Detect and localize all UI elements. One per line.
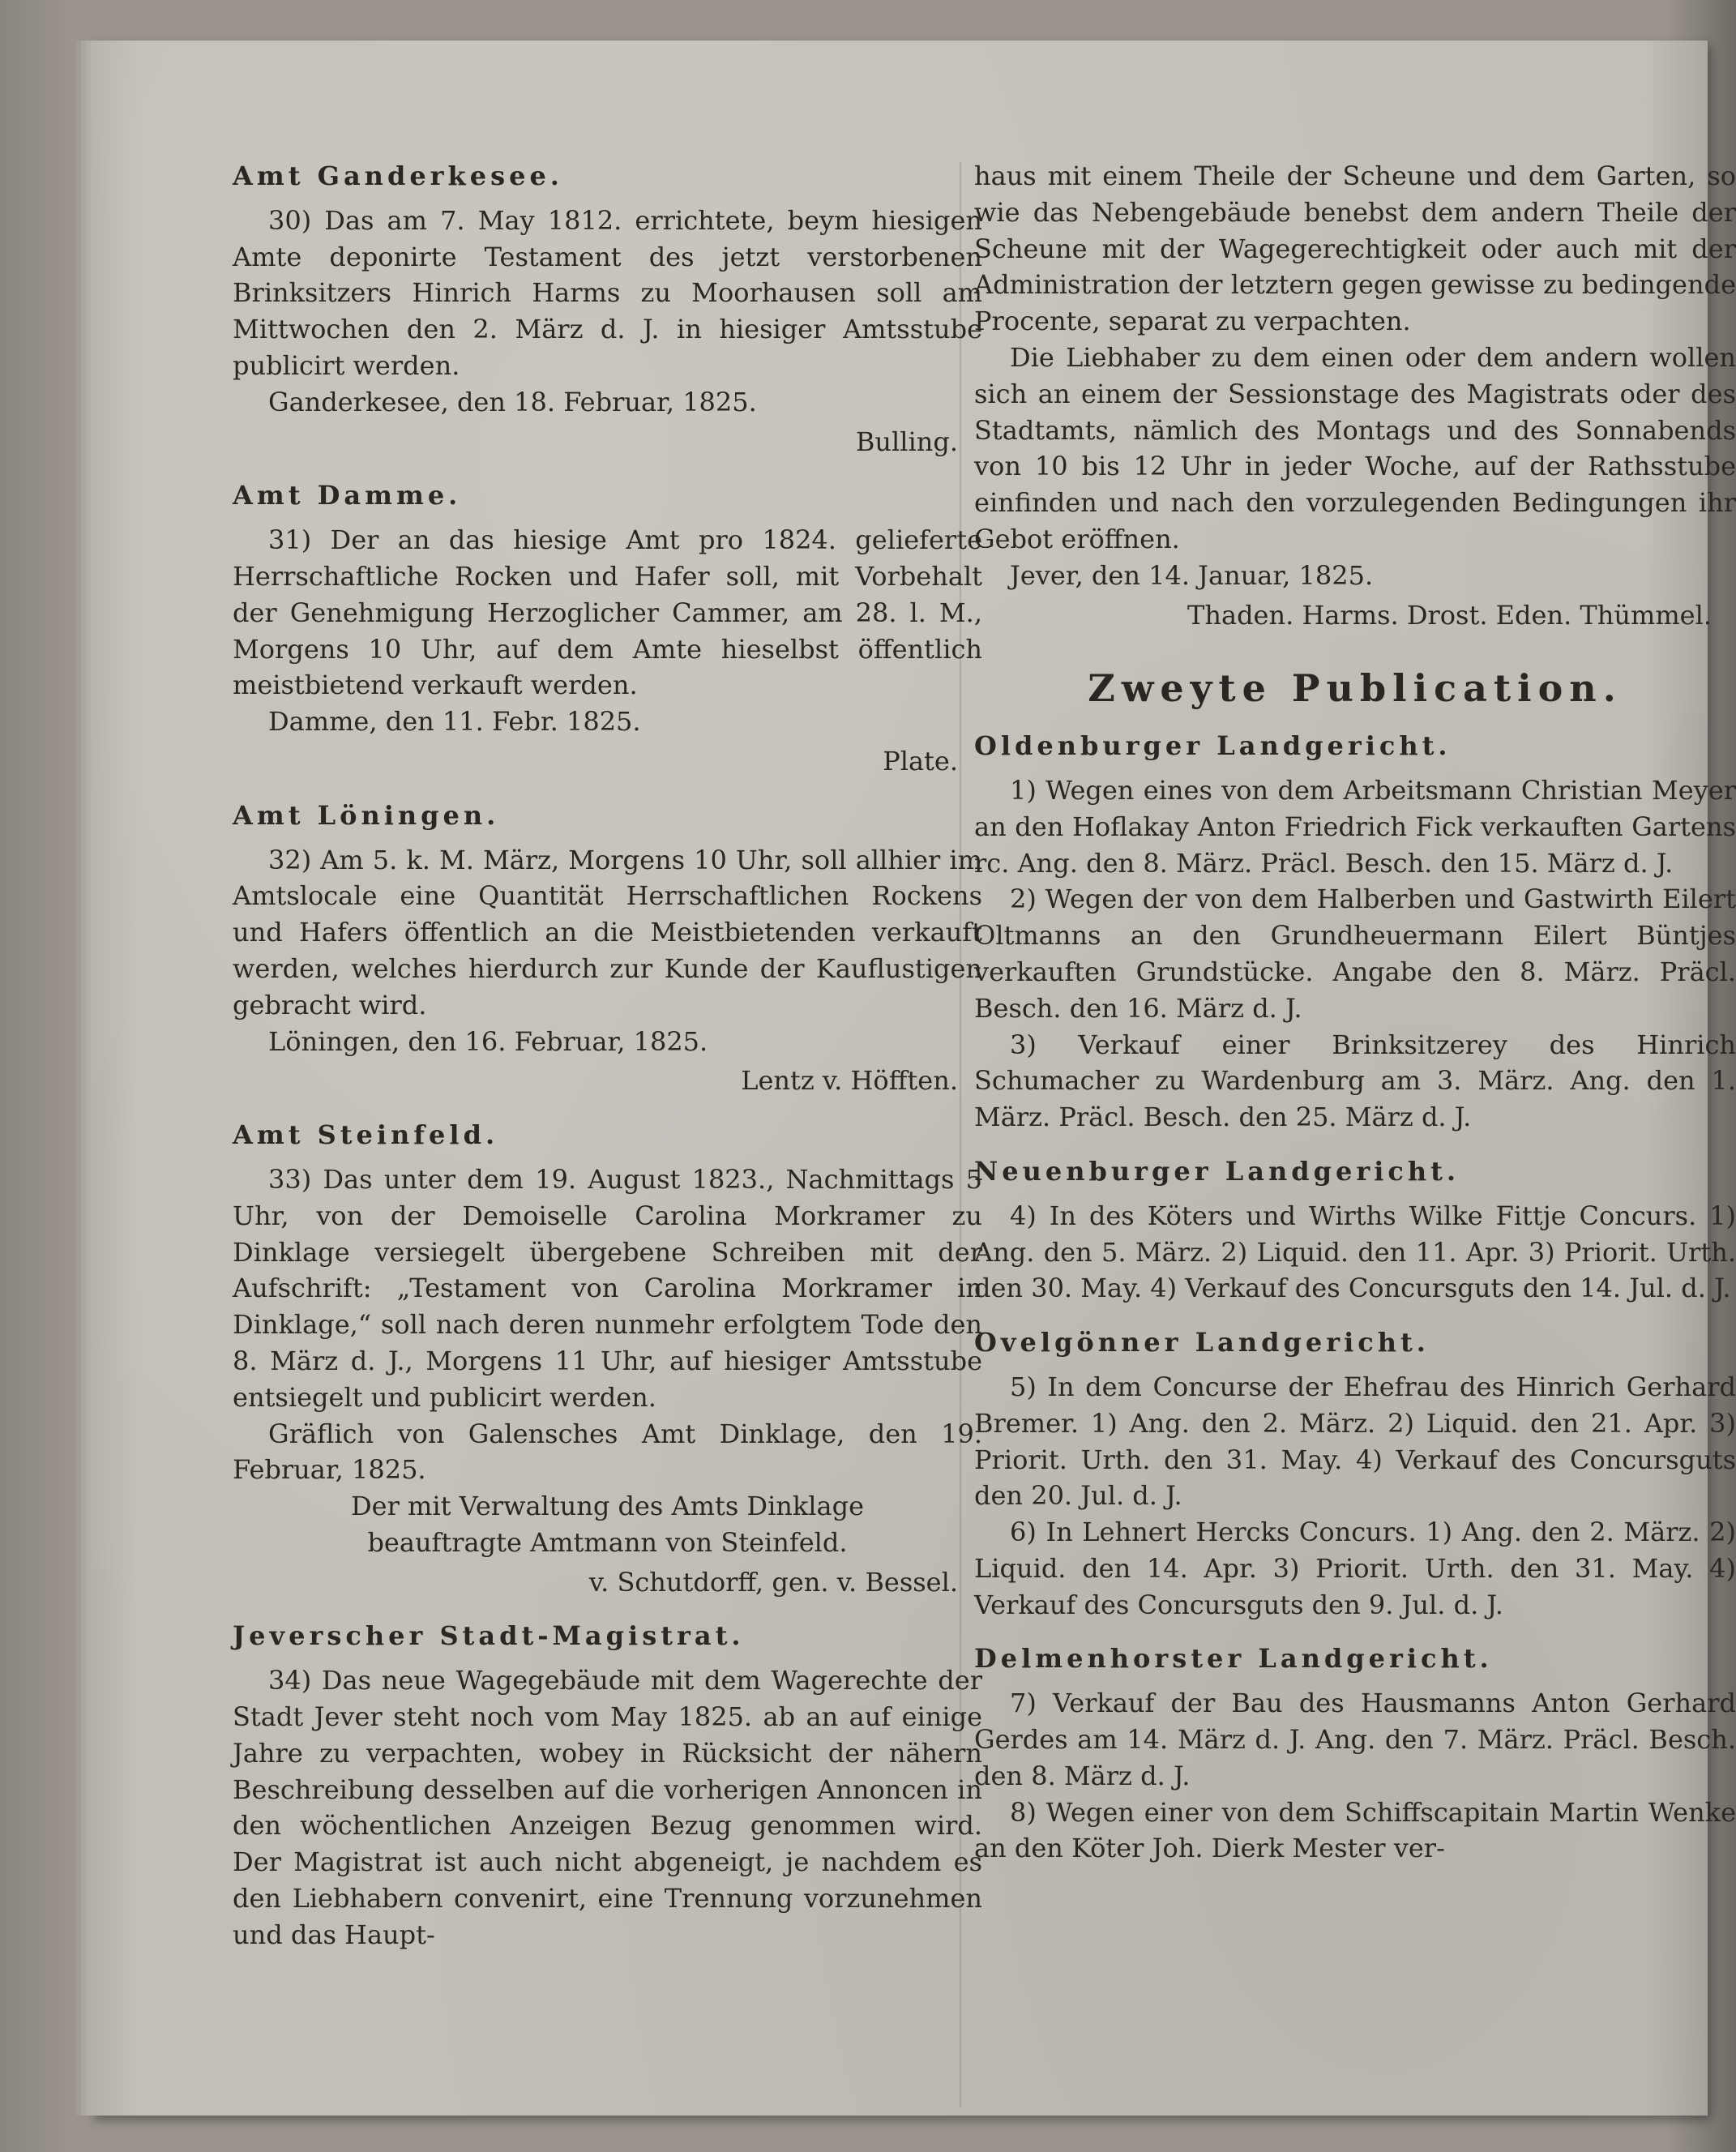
heading-amt-steinfeld: Amt Steinfeld. xyxy=(233,1119,499,1151)
notice-34-date: Jever, den 14. Januar, 1825. xyxy=(1010,559,1374,591)
court-item-3: 3) Verkauf einer Brinksitzerey des Hinrich Schumacher zu Wardenburg am 3. März. Ang. den 1. März. Präcl. Besch. den 25. März d. J. xyxy=(974,1029,1736,1133)
heading-ovelgoenner-landgericht: Ovelgönner Landgericht. xyxy=(974,1327,1430,1358)
court-item-1: 1) Wegen eines von dem Arbeitsmann Christian Meyer an den Hoflakay Anton Friedrich Fick verkauften Gartens rc. Ang. den 8. März. Präcl. Besch. den 15. März d. J. xyxy=(974,774,1736,879)
notice-32-signature: Lentz v. Höfften. xyxy=(741,1065,958,1097)
notice-34-continued-2: Die Liebhaber zu dem einen oder dem andern wollen sich an einem der Sessionstage des Magistrats oder des Stadtamts, nämlich des Montags und des Sonnabends von 10 bis 12 Uhr in jeder Woche, auf der Rathsstube einfinden und nach den vorzulegenden Bedingungen ihr Gebot eröffnen. xyxy=(974,341,1736,554)
court-item-2: 2) Wegen der von dem Halberben und Gastwirth Eilert Oltmanns an den Grundheuermann Eilert Büntjes verkauften Grundstücke. Angabe den 8. März. Präcl. Besch. den 16. März d. J. xyxy=(974,883,1736,1024)
heading-delmenhorster-landgericht: Delmenhorster Landgericht. xyxy=(974,1643,1493,1675)
notice-34-continued: haus mit einem Theile der Scheune und dem Garten, so wie das Nebengebäude benebst dem andern Theile der Scheune mit der Wagegerechtigkeit oder auch mit der Administration der letztern gegen gewisse zu bedingende Procente, separat zu verpachten. xyxy=(974,160,1736,337)
notice-30: 30) Das am 7. May 1812. errichtete, beym hiesigen Amte deponirte Testament des jetzt verstorbenen Brinksitzers Hinrich Harms zu Moorhausen soll am Mittwochen den 2. März d. J. in hiesiger Amtsstube publicirt werden. xyxy=(233,204,982,381)
heading-neuenburger-landgericht: Neuenburger Landgericht. xyxy=(974,1155,1460,1187)
court-item-5: 5) In dem Concurse der Ehefrau des Hinrich Gerhard Bremer. 1) Ang. den 2. März. 2) Liquid. den 21. Apr. 3) Priorit. Urth. den 31. May. 4) Verkauf des Concursguts den 20. Jul. d. J. xyxy=(974,1371,1736,1512)
court-item-4: 4) In des Köters und Wirths Wilke Fittje Concurs. 1) Ang. den 5. März. 2) Liquid. den 11. Apr. 3) Priorit. Urth. den 30. May. 4) Verkauf des Concursguts den 14. Jul. d. J. xyxy=(974,1200,1736,1304)
heading-jeverscher-stadt-magistrat: Jeverscher Stadt-Magistrat. xyxy=(233,1620,745,1652)
notice-33-signature: v. Schutdorff, gen. v. Bessel. xyxy=(588,1566,958,1598)
heading-amt-loeningen: Amt Löningen. xyxy=(233,799,500,831)
notice-33-signature-line2: beauftragte Amtmann von Steinfeld. xyxy=(367,1526,848,1558)
notice-32-date: Löningen, den 16. Februar, 1825. xyxy=(268,1025,708,1057)
newspaper-page xyxy=(91,41,1736,2116)
court-item-8: 8) Wegen einer von dem Schiffscapitain Martin Wenke an den Köter Joh. Dierk Mester ver- xyxy=(974,1796,1736,1864)
left-column xyxy=(233,158,982,1953)
heading-amt-ganderkesee: Amt Ganderkesee. xyxy=(233,160,563,191)
column-divider xyxy=(960,162,961,2107)
heading-oldenburger-landgericht: Oldenburger Landgericht. xyxy=(974,730,1452,762)
notice-31: 31) Der an das hiesige Amt pro 1824. gelieferte Herrschaftliche Rocken und Hafer soll, mit Vorbehalt der Genehmigung Herzoglicher Cammer, am 28. l. M., Morgens 10 Uhr, auf dem Amte hieselbst öffentlich meistbietend verkauft werden. xyxy=(233,524,982,701)
notice-34: 34) Das neue Wagegebäude mit dem Wagerechte der Stadt Jever steht noch vom May 1825. ab an auf einige Jahre zu verpachten, wobey in Rücksicht der nähern Beschreibung desselben auf die vorherigen Annoncen in den wöchentlichen Anzeigen Bezug genommen wird. Der Magistrat ist auch nicht abgeneigt, je nachdem es den Liebhabern convenirt, eine Trennung vorzunehmen und das Haupt- xyxy=(233,1665,982,1950)
notice-31-date: Damme, den 11. Febr. 1825. xyxy=(268,706,641,738)
notice-30-date: Ganderkesee, den 18. Februar, 1825. xyxy=(268,386,757,417)
section-title-zweyte-publication: Zweyte Publication. xyxy=(1088,666,1623,711)
heading-amt-damme: Amt Damme. xyxy=(233,480,462,511)
right-column xyxy=(974,158,1736,1867)
notice-33: 33) Das unter dem 19. August 1823., Nachmittags 5 Uhr, von der Demoiselle Carolina Morkramer zu Dinklage versiegelt übergebene Schreiben mit der Aufschrift: „Testament von Carolina Morkramer in Dinklage,“ soll nach deren nunmehr erfolgtem Tode den 8. März d. J., Morgens 11 Uhr, auf hiesiger Amtsstube entsiegelt und publicirt werden. xyxy=(233,1163,982,1413)
notice-33-date: Gräflich von Galensches Amt Dinklage, den 19. Februar, 1825. xyxy=(233,1418,982,1486)
notice-31-signature: Plate. xyxy=(883,745,958,777)
court-item-6: 6) In Lehnert Hercks Concurs. 1) Ang. den 2. März. 2) Liquid. den 14. Apr. 3) Priorit. Urth. den 31. May. 4) Verkauf des Concursguts den 9. Jul. d. J. xyxy=(974,1517,1736,1620)
notice-32: 32) Am 5. k. M. März, Morgens 10 Uhr, soll allhier im Amtslocale eine Quantität Herrschaftlichen Rockens und Hafers öffentlich an die Meistbietenden verkauft werden, welches hierdurch zur Kunde der Kauflustigen gebracht wird. xyxy=(233,844,982,1020)
notice-33-signature-line1: Der mit Verwaltung des Amts Dinklage xyxy=(350,1491,865,1522)
notice-34-signature: Thaden. Harms. Drost. Eden. Thümmel. xyxy=(1187,599,1712,631)
notice-30-signature: Bulling. xyxy=(855,426,958,457)
court-item-7: 7) Verkauf der Bau des Hausmanns Anton Gerhard Gerdes am 14. März d. J. Ang. den 7. März. Präcl. Besch. den 8. März d. J. xyxy=(974,1688,1736,1791)
